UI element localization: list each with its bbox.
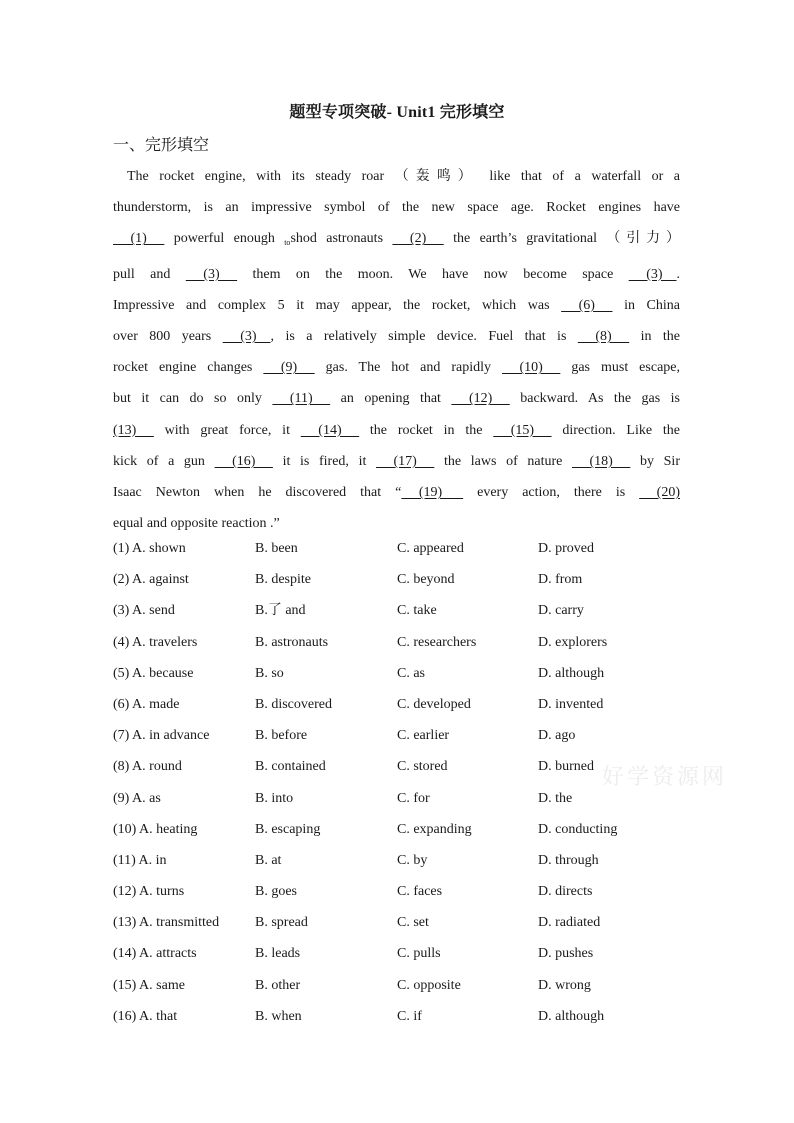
option-a: (16) A. that <box>113 1008 178 1024</box>
option-row <box>113 662 713 693</box>
option-d: D. carry <box>538 603 584 619</box>
blank-11: (11) <box>272 391 331 407</box>
blank-17: (17) <box>376 453 435 469</box>
option-c: C. beyond <box>397 572 455 588</box>
option-a: (5) A. because <box>113 665 194 681</box>
option-a: (6) A. made <box>113 696 180 712</box>
option-d: D. proved <box>538 541 594 556</box>
option-c: C. if <box>397 1008 422 1024</box>
option-row <box>113 787 713 818</box>
option-b: B. goes <box>255 884 297 900</box>
passage-line: thunderstorm, is an impressive symbol of the new space age. Rocket engines have <box>113 200 680 216</box>
option-a: (11) A. in <box>113 852 167 868</box>
option-a: (14) A. attracts <box>113 946 197 962</box>
option-row <box>113 693 713 724</box>
option-b: B. so <box>255 665 284 681</box>
cloze-passage <box>113 161 680 539</box>
option-row <box>113 911 713 942</box>
blank-2: (2) <box>392 231 444 247</box>
passage-line: Isaac Newton when he discovered that “ (19) every action, there is (20) <box>113 477 680 508</box>
option-b: B. at <box>255 852 282 868</box>
option-d: D. radiated <box>538 915 601 931</box>
blank-4: (3) <box>628 266 677 282</box>
option-d: D. although <box>538 1008 605 1024</box>
blank-19: (19) <box>401 485 464 501</box>
option-b: B. discovered <box>255 696 332 712</box>
blank-8: (8) <box>577 329 630 345</box>
passage-line: equal and opposite reaction .” <box>113 516 280 532</box>
option-d: D. although <box>538 665 605 681</box>
option-row <box>113 1005 713 1036</box>
option-a: (15) A. same <box>113 977 185 993</box>
passage-line: but it can do so only (11) an opening that (12) backward. As the gas is <box>113 383 680 414</box>
blank-10: (10) <box>502 360 561 376</box>
option-c: C. stored <box>397 759 448 775</box>
option-b: B. before <box>255 728 308 744</box>
option-a: (10) A. heating <box>113 821 198 837</box>
option-c: C. take <box>397 603 437 619</box>
option-a: (12) A. turns <box>113 884 185 900</box>
page-title: 题型专项突破- Unit1 完形填空 <box>289 104 505 121</box>
option-c: C. earlier <box>397 728 450 744</box>
option-row <box>113 880 713 911</box>
option-d: D. burned <box>538 759 594 775</box>
option-a: (7) A. in advance <box>113 728 210 744</box>
blank-12: (12) <box>451 391 510 407</box>
option-c: C. opposite <box>397 977 461 993</box>
option-a: (9) A. as <box>113 790 161 806</box>
option-b: B. been <box>255 541 298 556</box>
option-c: C. by <box>397 852 428 868</box>
option-d: D. conducting <box>538 821 618 837</box>
option-row <box>113 974 713 1005</box>
option-c: C. researchers <box>397 634 477 650</box>
option-c: C. set <box>397 915 429 931</box>
passage-line: Impressive and complex 5 it may appear, the rocket, which was (6) in China <box>113 290 680 321</box>
option-c: C. faces <box>397 884 443 900</box>
passage-line: rocket engine changes (9) gas. The hot and rapidly (10) gas must escape, <box>113 352 680 383</box>
option-d: D. the <box>538 790 573 806</box>
option-row <box>113 724 713 755</box>
blank-16: (16) <box>214 453 273 469</box>
blank-13: (13) <box>113 422 154 438</box>
option-d: D. pushes <box>538 946 594 962</box>
option-a: (4) A. travelers <box>113 634 198 650</box>
option-a: (3) A. send <box>113 603 175 619</box>
option-row <box>113 818 713 849</box>
option-d: D. invented <box>538 696 604 712</box>
blank-7: (3) <box>222 329 271 345</box>
passage-line: kick of a gun (16) it is fired, it (17) the laws of nature (18) by Sir <box>113 446 680 477</box>
option-d: D. from <box>538 572 583 588</box>
watermark: 好学资源网 <box>602 765 728 790</box>
option-d: D. directs <box>538 884 593 900</box>
option-c: C. appeared <box>397 541 464 556</box>
option-a: (13) A. transmitted <box>113 915 220 931</box>
option-row <box>113 631 713 662</box>
blank-3: (3) <box>185 266 238 282</box>
option-b: B. despite <box>255 572 311 588</box>
option-b: B. spread <box>255 915 308 931</box>
blank-18: (18) <box>572 453 631 469</box>
blank-15: (15) <box>493 422 552 438</box>
blank-6: (6) <box>561 297 613 313</box>
blank-9: (9) <box>263 360 315 376</box>
option-c: C. developed <box>397 696 471 712</box>
option-d: D. explorers <box>538 634 608 650</box>
option-d: D. through <box>538 852 599 868</box>
option-b: B. leads <box>255 946 301 962</box>
option-c: C. pulls <box>397 946 441 962</box>
option-c: C. for <box>397 790 430 806</box>
option-b: B.了 and <box>255 603 306 619</box>
option-row <box>113 942 713 973</box>
blank-14: (14) <box>300 422 360 438</box>
option-a: (2) A. against <box>113 572 189 588</box>
passage-line: The rocket engine, with its steady roar （轰鸣） like that of a waterfall or a <box>127 168 681 184</box>
option-d: D. ago <box>538 728 576 744</box>
option-c: C. expanding <box>397 821 472 837</box>
option-c: C. as <box>397 665 425 681</box>
passage-line: pull and (3) them on the moon. We have now become space (3) . <box>113 259 680 290</box>
option-b: B. into <box>255 790 294 806</box>
option-b: B. astronauts <box>255 634 329 650</box>
option-b: B. contained <box>255 759 326 775</box>
option-row <box>113 537 713 568</box>
blank-1: (1) <box>113 231 165 247</box>
option-a: (8) A. round <box>113 759 182 775</box>
option-row <box>113 849 713 880</box>
passage-line: over 800 years (3) , is a relatively simple device. Fuel that is (8) in the <box>113 321 680 352</box>
blank-20: (20) <box>639 485 680 501</box>
passage-line: (13) with great force, it (14) the rocket in the (15) direction. Like the <box>113 415 680 446</box>
option-a: (1) A. shown <box>113 541 186 556</box>
option-b: B. escaping <box>255 821 321 837</box>
option-b: B. other <box>255 977 301 993</box>
option-d: D. wrong <box>538 977 591 993</box>
section-heading: 一、完形填空 <box>113 135 210 154</box>
option-row <box>113 599 713 630</box>
passage-line: (1) powerful enough $_{to}$shod astronauts (2) the earth’s gravitational （引力） <box>113 223 680 258</box>
option-row <box>113 568 713 599</box>
option-b: B. when <box>255 1008 302 1024</box>
